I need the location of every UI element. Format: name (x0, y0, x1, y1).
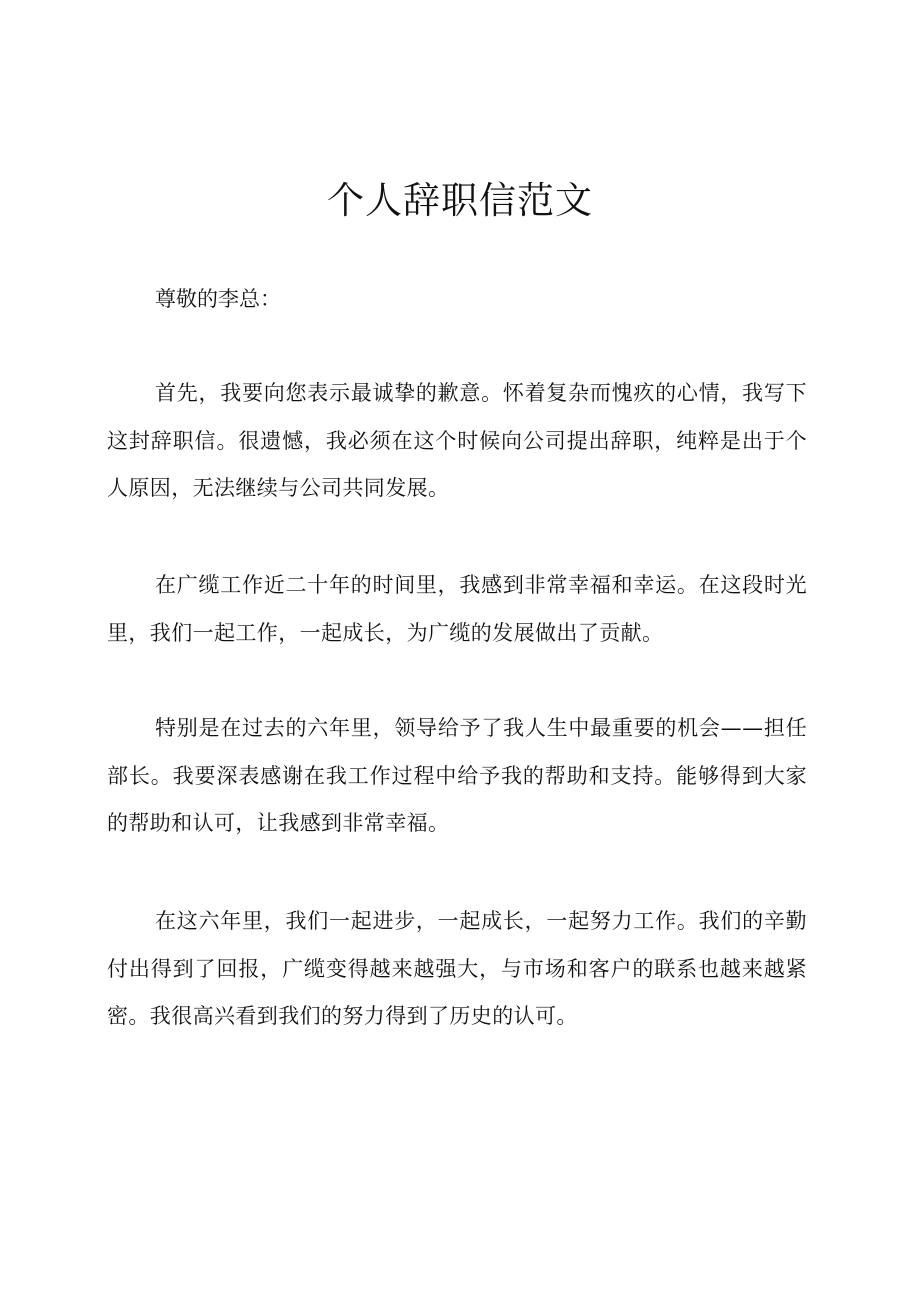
paragraph-gratitude: 在广缆工作近二十年的时间里，我感到非常幸福和幸运。在这段时光里，我们一起工作，一起成长，为广缆的发展做出了贡献。 (107, 573, 807, 645)
document-title: 个人辞职信范文 (327, 179, 593, 222)
paragraph-achievements: 在这六年里，我们一起进步，一起成长，一起努力工作。我们的辛勤付出得到了回报，广缆变得越来越强大，与市场和客户的联系也越来越紧密。我很高兴看到我们的努力得到了历史的认可。 (107, 909, 807, 1028)
paragraph-apology: 首先，我要向您表示最诚挚的歉意。怀着复杂而愧疚的心情，我写下这封辞职信。很遗憾，我必须在这个时候向公司提出辞职，纯粹是出于个人原因，无法继续与公司共同发展。 (107, 381, 807, 500)
salutation: 尊敬的李总： (155, 287, 281, 311)
paragraph-opportunity: 特别是在过去的六年里，领导给予了我人生中最重要的机会——担任部长。我要深表感谢在我工作过程中给予我的帮助和支持。能够得到大家的帮助和认可，让我感到非常幸福。 (107, 716, 807, 835)
